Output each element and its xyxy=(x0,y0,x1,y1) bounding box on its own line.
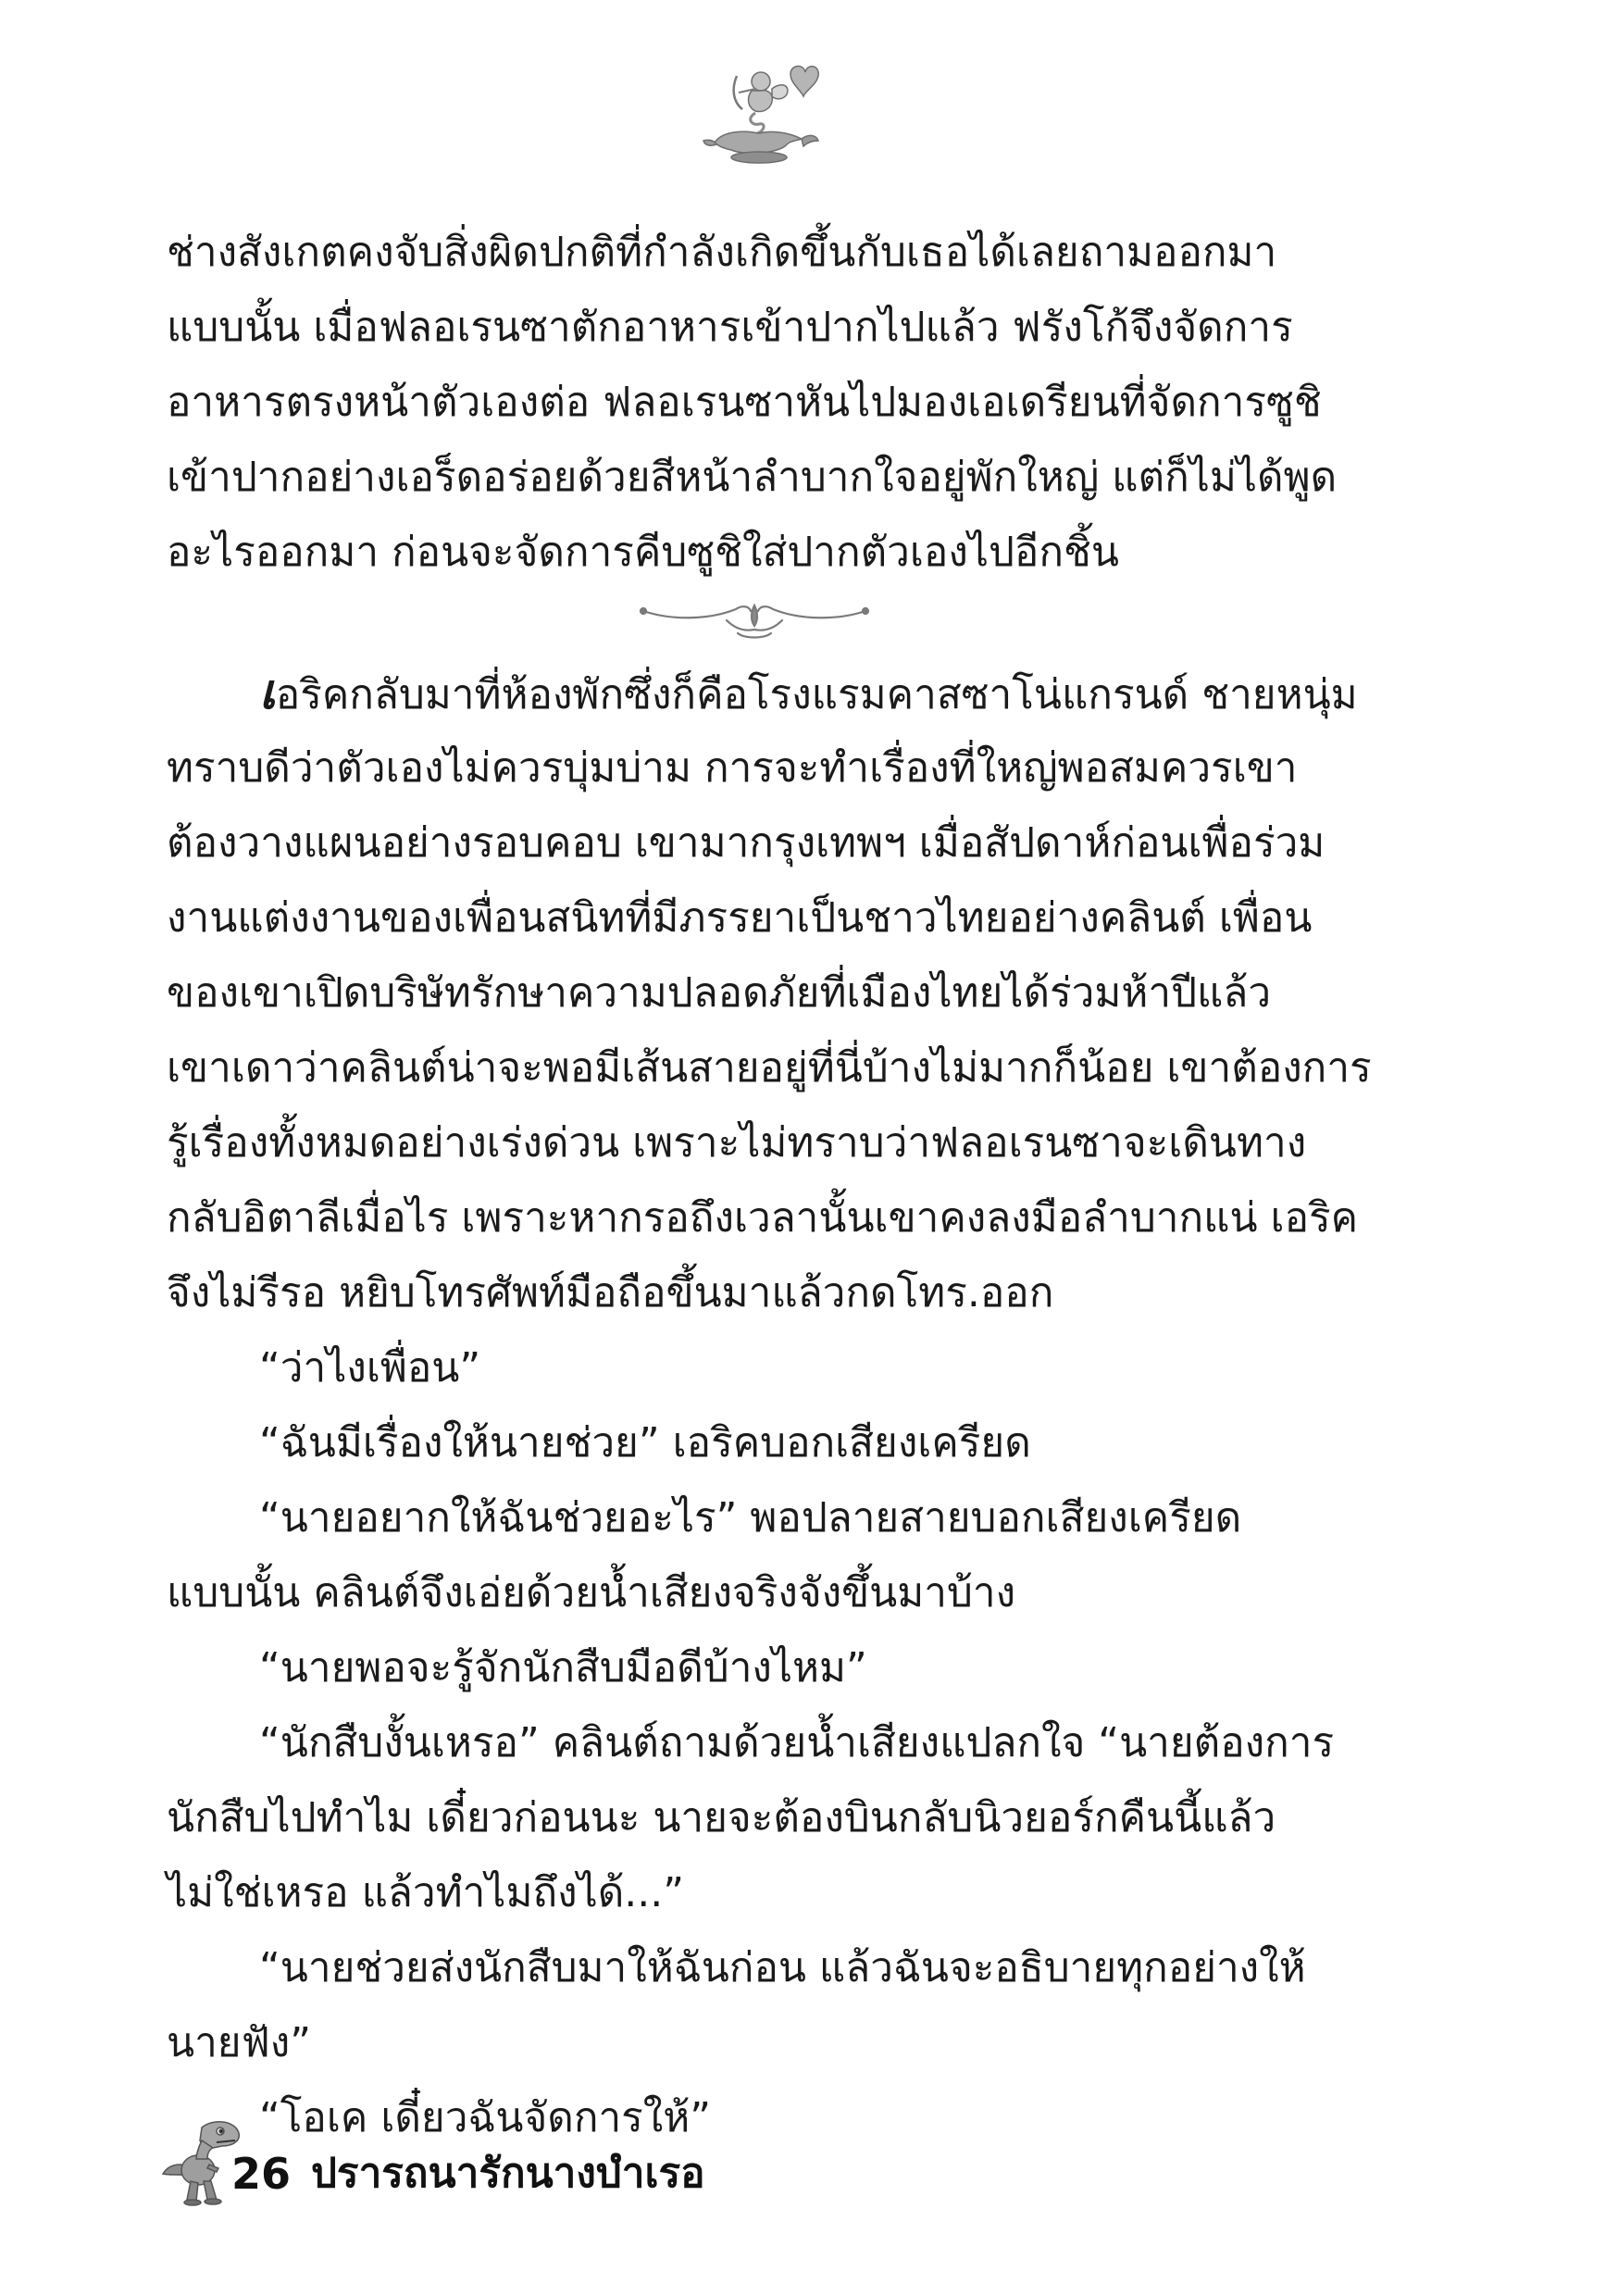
dialogue-line: นายฟัง” xyxy=(167,2019,311,2066)
section2-first-line xyxy=(167,655,1356,730)
dialogue-line: “โอเค เดี๋ยวฉันจัดการให้” xyxy=(259,2094,712,2141)
dialogue-line: “นายพอจะรู้จักนักสืบมือดีบ้างไหม” xyxy=(259,1644,867,1691)
section2-line: ของเขาเปิดบริษัทรักษาความปลอดภัยที่เมืองไทยได้ร่วมห้าปีแล้ว xyxy=(167,969,1272,1017)
section1-line: แบบนั้น เมื่อฟลอเรนซาตักอาหารเข้าปากไปแล้ว ฟรังโก้จึงจัดการ xyxy=(167,304,1293,351)
dialogue-line: “ว่าไงเพื่อน” xyxy=(259,1344,481,1391)
dialogue-line: “นายช่วยส่งนักสืบมาให้ฉันก่อน แล้วฉันจะอธิบายทุกอย่างให้ xyxy=(259,1944,1306,1991)
dialogue-line: “นักสืบงั้นเหรอ” คลินต์ถามด้วยน้ำเสียงแปลกใจ “นายต้องการ xyxy=(259,1719,1335,1766)
section2-line: กลับอิตาลีเมื่อไร เพราะหากรอถึงเวลานั้นเขาคงลงมือลำบากแน่ เอริค xyxy=(167,1194,1359,1242)
book-title: ปรารถนารักนางบำเรอ xyxy=(311,2150,705,2197)
dialogue-line: นักสืบไปทำไม เดี๋ยวก่อนนะ นายจะต้องบินกลับนิวยอร์กคืนนี้แล้ว xyxy=(167,1794,1276,1841)
flourish-divider-icon xyxy=(634,593,875,644)
dialogue-line: ไม่ใช่เหรอ แล้วทำไมถึงได้...” xyxy=(167,1869,685,1916)
section2-line: งานแต่งงานของเพื่อนสนิทที่มีภรรยาเป็นชาวไทยอย่างคลินต์ เพื่อน xyxy=(167,894,1313,942)
section2-paragraph xyxy=(167,655,1372,2155)
section1-paragraph xyxy=(167,215,1356,590)
section2-line: เขาเดาว่าคลินต์น่าจะพอมีเส้นสายอยู่ที่นี่บ้างไม่มากก็น้อย เขาต้องการ xyxy=(167,1044,1372,1092)
dialogue-line: “นายอยากให้ฉันช่วยอะไร” พอปลายสายบอกเสียงเครียด xyxy=(259,1494,1242,1541)
section1-line: อะไรออกมา ก่อนจะจัดการคีบซูชิใส่ปากตัวเองไปอีกชิ้น xyxy=(167,529,1119,576)
page-number: 26 xyxy=(231,2149,292,2199)
section1-line: เข้าปากอย่างเอร็ดอร่อยด้วยสีหน้าลำบากใจอยู่พักใหญ่ แต่ก็ไม่ได้พูด xyxy=(167,454,1338,501)
section2-line: จึงไม่รีรอ หยิบโทรศัพท์มือถือขึ้นมาแล้วกดโทร.ออก xyxy=(167,1269,1054,1316)
section2-line: รู้เรื่องทั้งหมดอย่างเร่งด่วน เพราะไม่ทราบว่าฟลอเรนซาจะเดินทาง xyxy=(167,1119,1307,1167)
section1-line: อาหารตรงหน้าตัวเองต่อ ฟลอเรนซาหันไปมองเอเดรียนที่จัดการซูชิ xyxy=(167,379,1322,426)
dialogue-line: แบบนั้น คลินต์จึงเอ่ยด้วยน้ำเสียงจริงจังขึ้นมาบ้าง xyxy=(167,1569,1016,1616)
section2-line: ต้องวางแผนอย่างรอบคอบ เขามากรุงเทพฯ เมื่อสัปดาห์ก่อนเพื่อร่วม xyxy=(167,819,1326,867)
page-footer xyxy=(156,2109,803,2211)
section2-line: ทราบดีว่าตัวเองไม่ควรบุ่มบ่าม การจะทำเรื่องที่ใหญ่พอสมควรเขา xyxy=(167,744,1298,792)
dropcap: เ xyxy=(259,665,276,720)
dialogue-line: “ฉันมีเรื่องให้นายช่วย” เอริคบอกเสียงเครียด xyxy=(259,1419,1031,1466)
cupid-genie-lamp-ornament-icon xyxy=(694,57,824,167)
section1-line: ช่างสังเกตคงจับสิ่งผิดปกติที่กำลังเกิดขึ้นกับเธอได้เลยถามออกมา xyxy=(167,229,1277,276)
section2-first-line-text: อริคกลับมาที่ห้องพักซึ่งก็คือโรงแรมคาสซาโน่แกรนด์ ชายหนุ่ม xyxy=(275,671,1358,718)
